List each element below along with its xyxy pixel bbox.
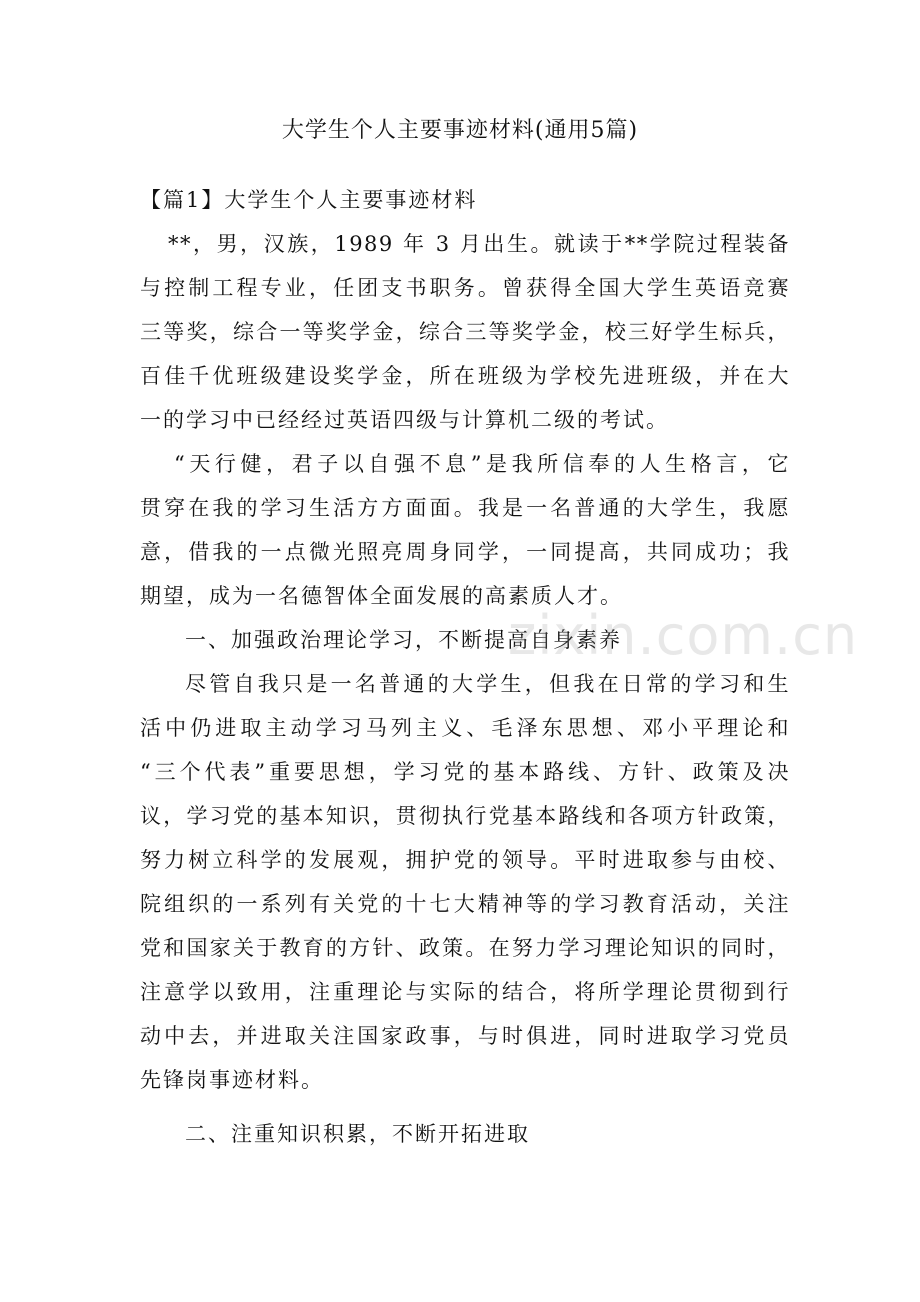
paragraph-3-line-8: 注意学以致用，注重理论与实际的结合，将所学理论贯彻到行 bbox=[140, 980, 790, 1004]
paragraph-2-line-2: 贯穿在我的学习生活方方面面。我是一名普通的大学生，我愿 bbox=[140, 496, 790, 520]
paragraph-3-line-4: 议，学习党的基本知识，贯彻执行党基本路线和各项方针政策， bbox=[140, 804, 790, 828]
paragraph-2-line-3: 意，借我的一点微光照亮周身同学，一同提高，共同成功；我 bbox=[140, 540, 790, 564]
paragraph-1-line-3: 三等奖，综合一等奖学金，综合三等奖学金，校三好学生标兵， bbox=[140, 320, 790, 344]
paragraph-3-line-5: 努力树立科学的发展观，拥护党的领导。平时进取参与由校、 bbox=[140, 848, 790, 872]
paragraph-1-line-1: **，男，汉族，1989 年 3 月出生。就读于**学院过程装备 bbox=[168, 232, 790, 256]
watermark: zixin.com.cn bbox=[508, 604, 859, 667]
section-heading: 【篇1】大学生个人主要事迹材料 bbox=[140, 188, 478, 212]
paragraph-2-line-4: 期望，成为一名德智体全面发展的高素质人才。 bbox=[140, 584, 623, 608]
paragraph-1-line-4: 百佳千优班级建设奖学金，所在班级为学校先进班级，并在大 bbox=[140, 364, 790, 388]
document-body bbox=[140, 178, 790, 1156]
subheading-1: 一、加强政治理论学习，不断提高自身素养 bbox=[185, 628, 622, 652]
paragraph-3-line-7: 党和国家关于教育的方针、政策。在努力学习理论知识的同时， bbox=[140, 936, 790, 960]
paragraph-3-line-3: “三个代表”重要思想，学习党的基本路线、方针、政策及决 bbox=[140, 760, 790, 784]
paragraph-3-line-10: 先锋岗事迹材料。 bbox=[140, 1068, 324, 1092]
paragraph-3-line-6: 院组织的一系列有关党的十七大精神等的学习教育活动，关注 bbox=[140, 892, 790, 916]
subheading-2: 二、注重知识积累，不断开拓进取 bbox=[185, 1122, 530, 1146]
paragraph-2-line-1: “天行健，君子以自强不息”是我所信奉的人生格言，它 bbox=[174, 452, 790, 476]
paragraph-3-line-9: 动中去，并进取关注国家政事，与时俱进，同时进取学习党员 bbox=[140, 1024, 790, 1048]
paragraph-3-line-2: 活中仍进取主动学习马列主义、毛泽东思想、邓小平理论和 bbox=[140, 716, 790, 740]
paragraph-1-line-2: 与控制工程专业，任团支书职务。曾获得全国大学生英语竞赛 bbox=[140, 276, 790, 300]
paragraph-3-line-1: 尽管自我只是一名普通的大学生，但我在日常的学习和生 bbox=[185, 672, 790, 696]
paragraph-1-line-5: 一的学习中已经经过英语四级与计算机二级的考试。 bbox=[140, 408, 669, 432]
document-title: 大学生个人主要事迹材料(通用5篇) bbox=[281, 118, 639, 143]
